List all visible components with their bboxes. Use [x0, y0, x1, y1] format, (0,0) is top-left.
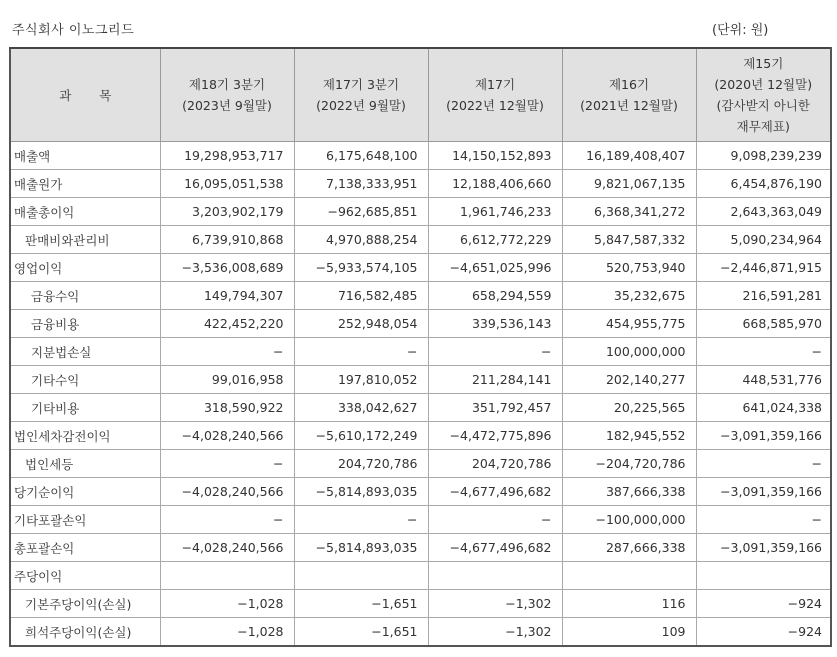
value-cell: −: [160, 450, 294, 478]
value-cell: 35,232,675: [562, 282, 696, 310]
value-cell: 204,720,786: [428, 450, 562, 478]
value-cell: −: [294, 338, 428, 366]
value-cell: 668,585,970: [696, 310, 831, 338]
value-cell: −4,472,775,896: [428, 422, 562, 450]
value-cell: −100,000,000: [562, 506, 696, 534]
value-cell: 216,591,281: [696, 282, 831, 310]
table-row: [10, 198, 831, 226]
value-cell: −3,536,008,689: [160, 254, 294, 282]
value-cell: −1,302: [428, 590, 562, 618]
row-label: 법인세차감전이익: [10, 422, 160, 450]
value-cell: −4,028,240,566: [160, 422, 294, 450]
value-cell: 6,454,876,190: [696, 170, 831, 198]
row-label: 금융비용: [10, 310, 160, 338]
value-cell: 5,847,587,332: [562, 226, 696, 254]
period-name: 제16기: [608, 77, 650, 92]
value-cell: 318,590,922: [160, 394, 294, 422]
table-body: [10, 142, 831, 647]
value-cell: −4,028,240,566: [160, 534, 294, 562]
value-cell: −: [160, 506, 294, 534]
value-cell: −5,933,574,105: [294, 254, 428, 282]
period-note: 재무제표): [736, 119, 790, 134]
row-label: 지분법손실: [10, 338, 160, 366]
header-period-0: [160, 48, 294, 142]
value-cell: −: [160, 338, 294, 366]
value-cell: −1,028: [160, 590, 294, 618]
period-date: (2022년 9월말): [316, 98, 406, 113]
value-cell: [562, 562, 696, 590]
value-cell: [696, 562, 831, 590]
row-label: 법인세등: [10, 450, 160, 478]
value-cell: 99,016,958: [160, 366, 294, 394]
table-row: [10, 618, 831, 647]
value-cell: [294, 562, 428, 590]
value-cell: 4,970,888,254: [294, 226, 428, 254]
value-cell: −: [696, 338, 831, 366]
value-cell: −204,720,786: [562, 450, 696, 478]
value-cell: −1,651: [294, 618, 428, 647]
value-cell: 7,138,333,951: [294, 170, 428, 198]
table-row: [10, 170, 831, 198]
table-row: [10, 394, 831, 422]
row-label: 총포괄손익: [10, 534, 160, 562]
row-label: 기타수익: [10, 366, 160, 394]
table-row: [10, 226, 831, 254]
value-cell: 19,298,953,717: [160, 142, 294, 170]
value-cell: −924: [696, 618, 831, 647]
company-name: 주식회사 이노그리드: [12, 23, 135, 38]
value-cell: 204,720,786: [294, 450, 428, 478]
value-cell: −3,091,359,166: [696, 534, 831, 562]
row-label: 기본주당이익(손실): [10, 590, 160, 618]
period-date: (2020년 12월말): [714, 77, 813, 92]
header-period-4: [696, 48, 831, 142]
value-cell: 339,536,143: [428, 310, 562, 338]
table-row: [10, 478, 831, 506]
value-cell: −1,302: [428, 618, 562, 647]
value-cell: 387,666,338: [562, 478, 696, 506]
header-item-label: 과 목: [59, 87, 124, 103]
row-label: 판매비와관리비: [10, 226, 160, 254]
value-cell: 16,095,051,538: [160, 170, 294, 198]
table-row: [10, 142, 831, 170]
period-name: 제15기: [743, 56, 784, 71]
value-cell: 6,739,910,868: [160, 226, 294, 254]
row-label: 매출액: [10, 142, 160, 170]
table-row: [10, 366, 831, 394]
period-name: 제18기 3분기: [188, 77, 266, 92]
table-row: [10, 310, 831, 338]
value-cell: −5,814,893,035: [294, 478, 428, 506]
value-cell: 9,098,239,239: [696, 142, 831, 170]
value-cell: −: [696, 450, 831, 478]
value-cell: 9,821,067,135: [562, 170, 696, 198]
header-period-2: [428, 48, 562, 142]
header-period-1: [294, 48, 428, 142]
value-cell: 520,753,940: [562, 254, 696, 282]
value-cell: −4,677,496,682: [428, 478, 562, 506]
value-cell: −924: [696, 590, 831, 618]
value-cell: [160, 562, 294, 590]
value-cell: 14,150,152,893: [428, 142, 562, 170]
value-cell: 287,666,338: [562, 534, 696, 562]
header-row: [10, 48, 831, 142]
value-cell: [428, 562, 562, 590]
value-cell: 149,794,307: [160, 282, 294, 310]
table-row: [10, 562, 831, 590]
value-cell: 3,203,902,179: [160, 198, 294, 226]
income-statement-table: [9, 47, 832, 647]
value-cell: 197,810,052: [294, 366, 428, 394]
value-cell: 109: [562, 618, 696, 647]
period-date: (2022년 12월말): [446, 98, 544, 113]
value-cell: 100,000,000: [562, 338, 696, 366]
value-cell: −: [696, 506, 831, 534]
value-cell: 1,961,746,233: [428, 198, 562, 226]
value-cell: 116: [562, 590, 696, 618]
header-item: [10, 48, 160, 142]
value-cell: −5,610,172,249: [294, 422, 428, 450]
row-label: 매출원가: [10, 170, 160, 198]
value-cell: −1,028: [160, 618, 294, 647]
value-cell: −4,651,025,996: [428, 254, 562, 282]
value-cell: −3,091,359,166: [696, 478, 831, 506]
value-cell: 12,188,406,660: [428, 170, 562, 198]
table-header: [10, 48, 831, 142]
table-row: [10, 590, 831, 618]
value-cell: 422,452,220: [160, 310, 294, 338]
table-row: [10, 506, 831, 534]
row-label: 기타포괄손익: [10, 506, 160, 534]
value-cell: 16,189,408,407: [562, 142, 696, 170]
row-label: 주당이익: [10, 562, 160, 590]
value-cell: −: [428, 506, 562, 534]
value-cell: 351,792,457: [428, 394, 562, 422]
table-row: [10, 338, 831, 366]
value-cell: −3,091,359,166: [696, 422, 831, 450]
row-label: 희석주당이익(손실): [10, 618, 160, 647]
period-note: (감사받지 아니한: [716, 98, 810, 113]
period-date: (2023년 9월말): [182, 98, 272, 113]
row-label: 당기순이익: [10, 478, 160, 506]
period-name: 제17기 3분기: [322, 77, 400, 92]
header-period-3: [562, 48, 696, 142]
row-label: 영업이익: [10, 254, 160, 282]
value-cell: 20,225,565: [562, 394, 696, 422]
value-cell: 182,945,552: [562, 422, 696, 450]
value-cell: 454,955,775: [562, 310, 696, 338]
value-cell: 2,643,363,049: [696, 198, 831, 226]
value-cell: 641,024,338: [696, 394, 831, 422]
value-cell: 448,531,776: [696, 366, 831, 394]
value-cell: 716,582,485: [294, 282, 428, 310]
table-row: [10, 450, 831, 478]
value-cell: 338,042,627: [294, 394, 428, 422]
value-cell: −: [294, 506, 428, 534]
period-date: (2021년 12월말): [580, 98, 678, 113]
table-row: [10, 534, 831, 562]
table-row: [10, 282, 831, 310]
value-cell: −: [428, 338, 562, 366]
value-cell: 6,175,648,100: [294, 142, 428, 170]
row-label: 매출총이익: [10, 198, 160, 226]
table-row: [10, 254, 831, 282]
value-cell: −962,685,851: [294, 198, 428, 226]
table-row: [10, 422, 831, 450]
value-cell: −5,814,893,035: [294, 534, 428, 562]
value-cell: 6,612,772,229: [428, 226, 562, 254]
unit-label: (단위: 원): [712, 23, 769, 38]
value-cell: −2,446,871,915: [696, 254, 831, 282]
value-cell: 252,948,054: [294, 310, 428, 338]
value-cell: 658,294,559: [428, 282, 562, 310]
value-cell: −4,028,240,566: [160, 478, 294, 506]
value-cell: 211,284,141: [428, 366, 562, 394]
period-name: 제17기: [474, 77, 516, 92]
value-cell: −1,651: [294, 590, 428, 618]
value-cell: 5,090,234,964: [696, 226, 831, 254]
row-label: 금융수익: [10, 282, 160, 310]
value-cell: −4,677,496,682: [428, 534, 562, 562]
value-cell: 202,140,277: [562, 366, 696, 394]
value-cell: 6,368,341,272: [562, 198, 696, 226]
row-label: 기타비용: [10, 394, 160, 422]
